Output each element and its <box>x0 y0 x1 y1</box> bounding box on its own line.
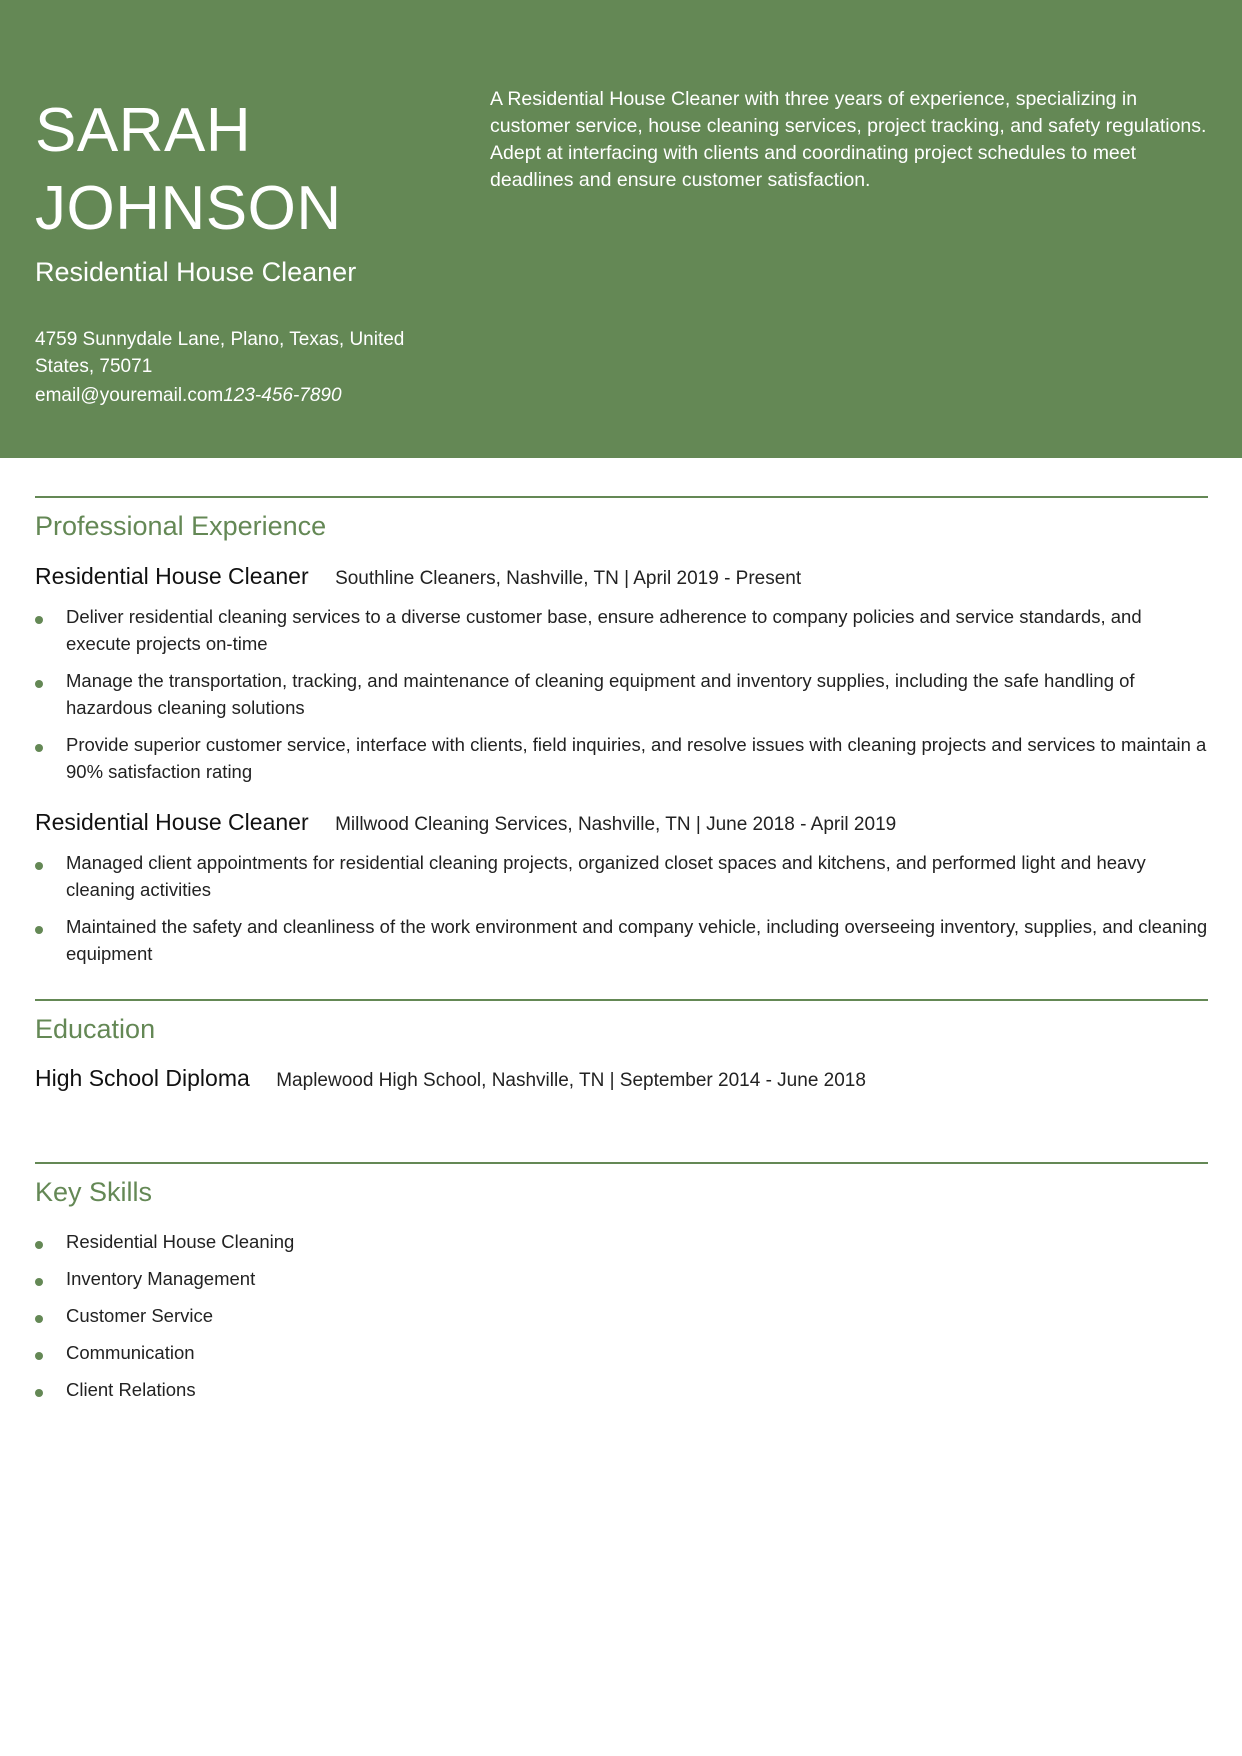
section-divider <box>35 1162 1208 1164</box>
bullet-dot-icon <box>35 862 43 870</box>
bullet-item: Managed client appointments for residential cleaning projects, organized closet spaces and kitchens, and performed light and heavy cleaning activities <box>35 849 1208 903</box>
address: 4759 Sunnydale Lane, Plano, Texas, United States, 75071 <box>35 329 405 377</box>
section-heading: Education <box>35 1014 156 1044</box>
job-meta: Millwood Cleaning Services, Nashville, TN | June 2018 - April 2019 <box>335 814 897 835</box>
experience-section <box>35 496 1208 967</box>
bullet-dot-icon <box>35 744 43 752</box>
job-meta: Southline Cleaners, Nashville, TN | April 2019 - Present <box>335 568 802 589</box>
section-divider <box>35 496 1208 498</box>
bullet-dot-icon <box>35 1352 43 1360</box>
skill-item: Client Relations <box>35 1376 1208 1403</box>
contact-line <box>35 382 342 409</box>
skill-item: Residential House Cleaning <box>35 1228 1208 1255</box>
section-heading: Professional Experience <box>35 511 327 541</box>
bullet-item: Maintained the safety and cleanliness of the work environment and company vehicle, including overseeing inventory, supplies, and cleaning equipment <box>35 913 1208 967</box>
degree: High School Diploma <box>35 1065 250 1091</box>
education-entry <box>35 1063 1208 1097</box>
skill-item: Inventory Management <box>35 1265 1208 1292</box>
job-header <box>35 807 1208 841</box>
skills-section <box>35 1162 1208 1403</box>
candidate-title: Residential House Cleaner <box>35 257 357 287</box>
bullet-dot-icon <box>35 1278 43 1286</box>
job-role: Residential House Cleaner <box>35 563 309 589</box>
skill-item: Customer Service <box>35 1302 1208 1329</box>
bullet-dot-icon <box>35 1389 43 1397</box>
bullet-item: Provide superior customer service, interface with clients, field inquiries, and resolve issues with cleaning projects and services to maintain a 90% satisfaction rating <box>35 731 1208 785</box>
candidate-name: SARAH JOHNSON <box>35 96 342 243</box>
bullet-dot-icon <box>35 680 43 688</box>
skill-item: Communication <box>35 1339 1208 1366</box>
job-bullets <box>35 603 1208 785</box>
bullet-dot-icon <box>35 1315 43 1323</box>
bullet-dot-icon <box>35 616 43 624</box>
job-bullets <box>35 849 1208 967</box>
phone: 123-456-7890 <box>223 385 342 406</box>
job-header <box>35 561 1208 595</box>
section-divider <box>35 999 1208 1001</box>
bullet-dot-icon <box>35 1241 43 1249</box>
skills-list <box>35 1228 1208 1403</box>
education-section <box>35 999 1208 1097</box>
email: email@youremail.com <box>35 385 224 406</box>
bullet-item: Manage the transportation, tracking, and maintenance of cleaning equipment and inventory supplies, including the safe handling of hazardous cleaning solutions <box>35 667 1208 721</box>
job-role: Residential House Cleaner <box>35 809 309 835</box>
bullet-item: Deliver residential cleaning services to a diverse customer base, ensure adherence to company policies and service standards, and execute projects on-time <box>35 603 1208 657</box>
header-banner <box>0 0 1242 458</box>
section-heading: Key Skills <box>35 1177 153 1207</box>
school-meta: Maplewood High School, Nashville, TN | September 2014 - June 2018 <box>276 1070 866 1091</box>
summary: A Residential House Cleaner with three years of experience, specializing in customer service, house cleaning services, project tracking, and safety regulations. Adept at interfacing with clients and coordinating project schedules to meet deadlines and ensure customer satisfaction. <box>490 88 1207 191</box>
bullet-dot-icon <box>35 926 43 934</box>
